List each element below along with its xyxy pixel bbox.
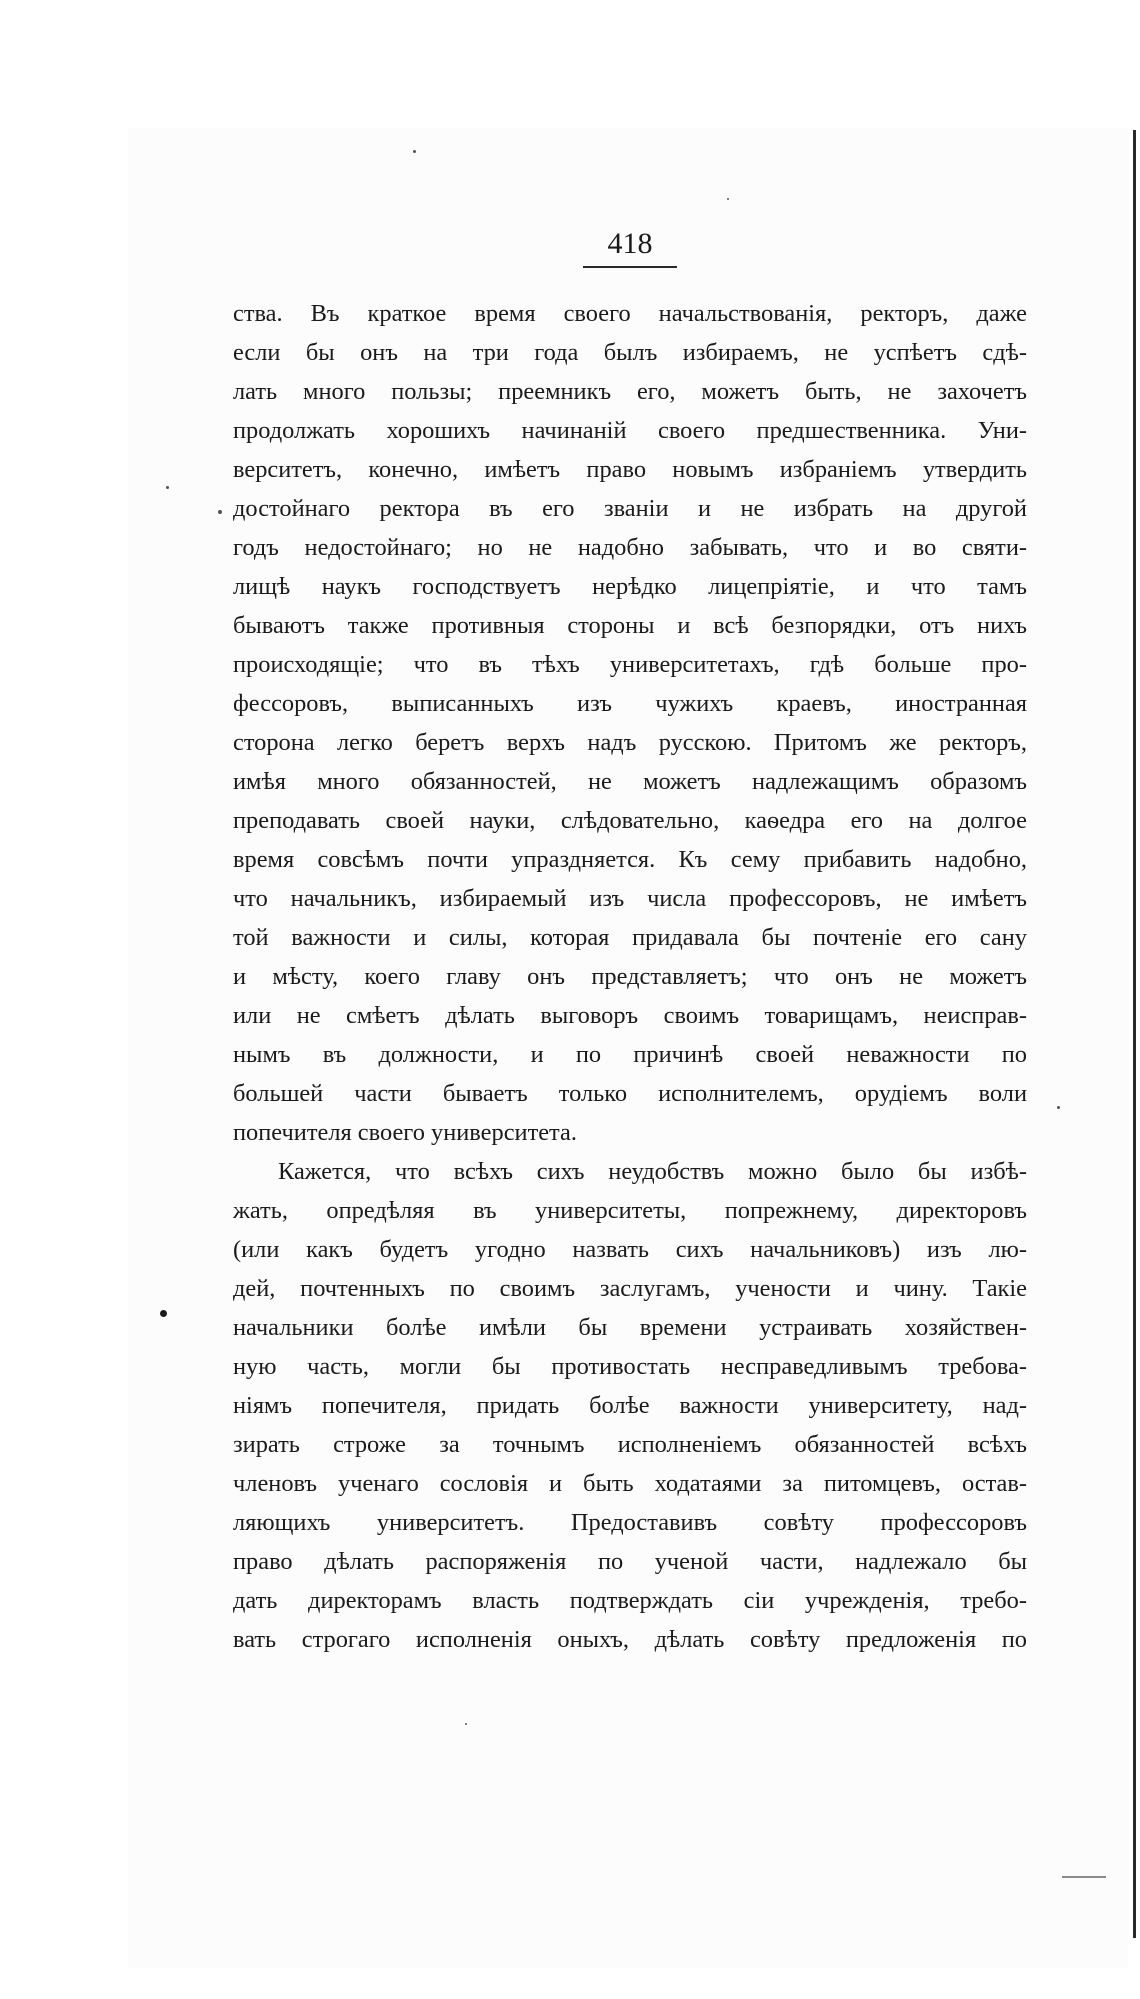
text-line: зирать строже за точнымъ исполненіемъ обязанностей всѣхъ — [233, 1431, 1027, 1458]
text-line: вать строгаго исполненія оныхъ, дѣлать совѣту предложенія по — [233, 1626, 1027, 1653]
text-line: сторона легко беретъ верхъ надъ русскою. Притомъ же ректоръ, — [233, 729, 1027, 756]
text-line: попечителя своего университета. — [233, 1119, 577, 1146]
text-line: ную часть, могли бы противостать несправедливымъ требова- — [233, 1353, 1027, 1380]
text-line: (или какъ будетъ угодно назвать сихъ начальниковъ) изъ лю- — [233, 1236, 1027, 1263]
text-line: и мѣсту, коего главу онъ представляетъ; что онъ не можетъ — [233, 963, 1027, 990]
text-line: ляющихъ университетъ. Предоставивъ совѣту профессоровъ — [233, 1509, 1027, 1536]
text-line: имѣя много обязанностей, не можетъ надлежащимъ образомъ — [233, 768, 1027, 795]
ink-speck — [160, 1310, 167, 1317]
text-line: большей части бываетъ только исполнителемъ, орудіемъ воли — [233, 1080, 1027, 1107]
text-line: право дѣлать распоряженія по ученой части, надлежало бы — [233, 1548, 1027, 1575]
text-line: лать много пользы; преемникъ его, можетъ быть, не захочетъ — [233, 378, 1027, 405]
text-line: верситетъ, конечно, имѣетъ право новымъ избраніемъ утвердить — [233, 456, 1027, 483]
text-line: нымъ въ должности, и по причинѣ своей неважности по — [233, 1041, 1027, 1068]
text-line: той важности и силы, которая придавала бы почтеніе его сану — [233, 924, 1027, 951]
page-number: 418 — [607, 227, 653, 260]
ink-speck — [218, 510, 222, 514]
text-line: дей, почтенныхъ по своимъ заслугамъ, учености и чину. Такіе — [233, 1275, 1027, 1302]
text-line: продолжать хорошихъ начинаній своего предшественника. Уни- — [233, 417, 1027, 444]
text-line: преподавать своей науки, слѣдовательно, каѳедра его на долгое — [233, 807, 1027, 834]
margin-dash — [1062, 1876, 1106, 1878]
text-line: бываютъ также противныя стороны и всѣ безпорядки, отъ нихъ — [233, 612, 1027, 639]
text-line: начальники болѣе имѣли бы времени устраивать хозяйствен- — [233, 1314, 1027, 1341]
text-line: или не смѣетъ дѣлать выговоръ своимъ товарищамъ, неисправ- — [233, 1002, 1027, 1029]
ink-speck — [166, 486, 169, 489]
page-number-underline — [583, 266, 677, 268]
text-line: годъ недостойнаго; но не надобно забывать, что и во святи- — [233, 534, 1027, 561]
ink-speck — [465, 1723, 467, 1725]
text-line: время совсѣмъ почти упраздняется. Къ сему прибавить надобно, — [233, 846, 1027, 873]
text-line: ніямъ попечителя, придать болѣе важности университету, над- — [233, 1392, 1027, 1419]
text-line: лищѣ наукъ господствуетъ нерѣдко лицепріятіе, и что тамъ — [233, 573, 1027, 600]
ink-speck — [413, 150, 416, 153]
text-line: жать, опредѣляя въ университеты, попрежнему, директоровъ — [233, 1197, 1027, 1224]
text-line: фессоровъ, выписанныхъ изъ чужихъ краевъ, иностранная — [233, 690, 1027, 717]
text-line: Кажется, что всѣхъ сихъ неудобствъ можно было бы избѣ- — [278, 1158, 1027, 1185]
text-line: достойнаго ректора въ его званіи и не избрать на другой — [233, 495, 1027, 522]
text-line: если бы онъ на три года былъ избираемъ, не успѣетъ сдѣ- — [233, 339, 1027, 366]
text-line: происходящіе; что въ тѣхъ университетахъ, гдѣ больше про- — [233, 651, 1027, 678]
ink-speck — [727, 198, 729, 200]
text-line: дать директорамъ власть подтверждать сіи учрежденія, требо- — [233, 1587, 1027, 1614]
text-line: членовъ ученаго сословія и быть ходатаями за питомцевъ, остав- — [233, 1470, 1027, 1497]
page-edge-rule — [1133, 130, 1136, 1938]
text-line: ства. Въ краткое время своего начальствованія, ректоръ, даже — [233, 300, 1027, 327]
text-line: что начальникъ, избираемый изъ числа профессоровъ, не имѣетъ — [233, 885, 1027, 912]
ink-speck — [1057, 1106, 1060, 1109]
